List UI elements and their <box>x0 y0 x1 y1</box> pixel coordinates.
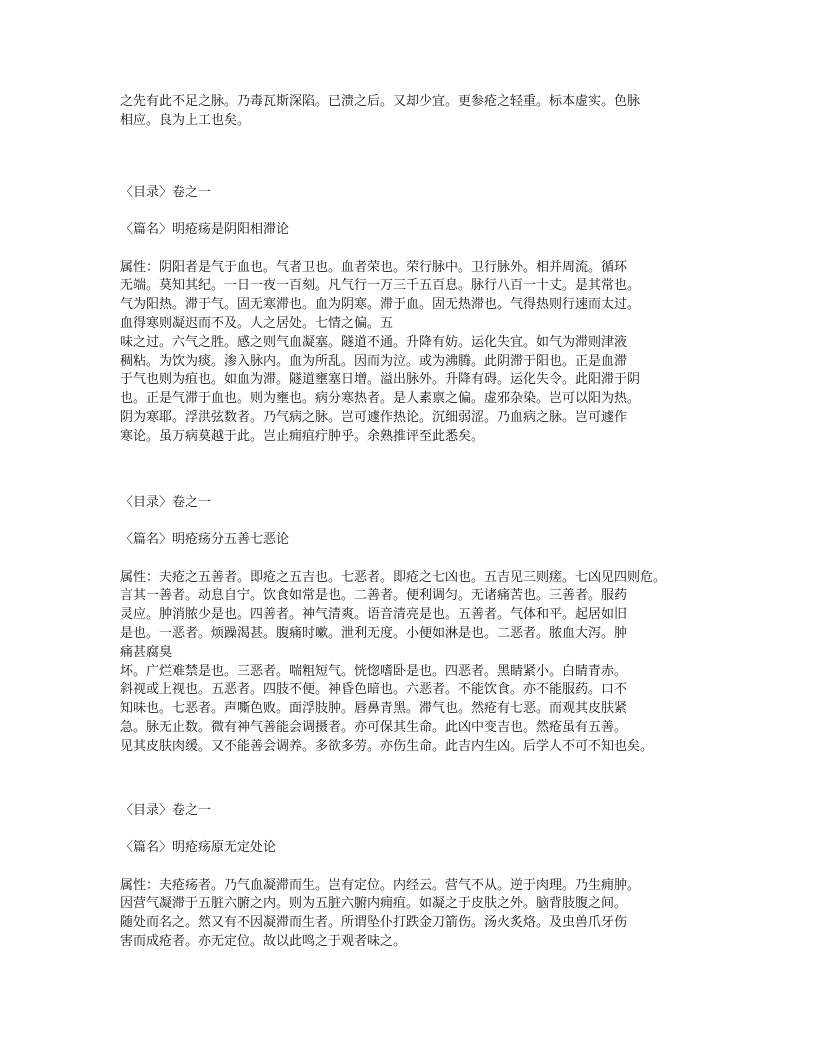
catalog-heading: 〈目录〉卷之一 <box>120 185 212 200</box>
text-line: 味之过。六气之胜。感之则气血凝塞。隧道不通。升降有妨。运化失宜。如气为滞则津液 <box>120 334 628 350</box>
section-body <box>120 259 720 447</box>
text-line: 痛甚腐臭 <box>120 644 173 660</box>
text-line: 急。脉无止数。微有神气善能会调摄者。亦可保其生命。此凶中变吉也。然疮虽有五善。 <box>120 719 628 735</box>
text-line: 相应。良为上工也矣。 <box>120 112 251 128</box>
text-line: 于气也则为疽也。如血为滞。隧道壅塞日增。溢出脉外。升降有碍。运化失令。此阳滞于阴 <box>120 372 641 388</box>
chapter-title: 〈篇名〉明疮疡原无定处论 <box>120 839 277 855</box>
catalog-heading: 〈目录〉卷之一 <box>120 495 212 510</box>
text-line: 见其皮肤肉缓。又不能善会调养。多欲多劳。亦伤生命。此吉内生凶。后学人不可不知也矣。 <box>120 738 654 754</box>
text-line: 言其一善者。动息自宁。饮食如常是也。二善者。便利调匀。无诸痛苦也。三善者。服药 <box>120 588 628 604</box>
text-line: 属性：夫疮疡者。乃气血凝滞而生。岂有定位。内经云。营气不从。逆于肉理。乃生痈肿。 <box>120 877 641 893</box>
text-line: 阴为寒耶。浮洪弦数者。乃气病之脉。岂可遽作热论。沉细弱涩。乃血病之脉。岂可遽作 <box>120 409 628 425</box>
text-line: 无端。莫知其纪。一日一夜一百刻。凡气行一万三千五百息。脉行八百一十丈。是其常也。 <box>120 278 641 294</box>
intro-paragraph <box>120 93 720 131</box>
section-body <box>120 877 720 952</box>
text-line: 随处而名之。然又有不因凝滞而生者。所谓坠仆打跌金刀箭伤。汤火炙烙。及虫兽爪牙伤 <box>120 915 628 931</box>
text-line: 属性：阴阳者是气于血也。气者卫也。血者荣也。荣行脉中。卫行脉外。相并周流。循环 <box>120 259 628 275</box>
text-line: 是也。一恶者。烦躁渴甚。腹痛时嗽。泄利无度。小便如淋是也。二恶者。脓血大泻。肿 <box>120 625 628 641</box>
text-line: 灵应。肿消脓少是也。四善者。神气清爽。语音清亮是也。五善者。气体和平。起居如旧 <box>120 607 628 623</box>
text-line: 属性：夫疮之五善者。即疮之五吉也。七恶者。即疮之七凶也。五吉见三则瘥。七凶见四则危。 <box>120 569 667 585</box>
section-body <box>120 569 720 757</box>
text-line: 知味也。七恶者。声嘶色败。面浮肢肿。唇鼻青黑。滞气也。然疮有七恶。而观其皮肤紧 <box>120 701 628 717</box>
text-line: 气为阳热。滞于气。固无寒滞也。血为阴寒。滞于血。固无热滞也。气得热则行速而太过。 <box>120 297 641 313</box>
text-line: 血得寒则凝迟而不及。人之居处。七情之偏。五 <box>120 315 394 331</box>
catalog-heading: 〈目录〉卷之一 <box>120 803 212 818</box>
text-line: 害而成疮者。亦无定位。故以此鸣之于观者味之。 <box>120 933 407 949</box>
text-line: 之先有此不足之脉。乃毒瓦斯深陷。已溃之后。又却少宜。更参疮之轻重。标本虚实。色脉 <box>120 94 641 109</box>
text-line: 斜视或上视也。五恶者。四肢不便。神昏色暗也。六恶者。不能饮食。亦不能服药。口不 <box>120 682 628 698</box>
section-1 <box>120 184 720 447</box>
text-line: 稠粘。为饮为痰。渗入脉内。血为所乱。因而为泣。或为沸腾。此阴滞于阳也。正是血滞 <box>120 353 628 369</box>
text-line: 寒论。虽万病莫越于此。岂止痈疽疔肿乎。余熟推评至此悉矣。 <box>120 428 485 444</box>
text-line: 也。正是气滞于血也。则为壅也。病分寒热者。是人素禀之偏。虚邪杂染。岂可以阳为热。 <box>120 391 641 407</box>
section-2 <box>120 494 720 757</box>
text-line: 坏。广烂难禁是也。三恶者。喘粗短气。恍惚嗜卧是也。四恶者。黑睛紧小。白睛青赤。 <box>120 663 628 679</box>
chapter-title: 〈篇名〉明疮疡是阴阳相滞论 <box>120 221 290 237</box>
text-line: 因营气凝滞于五脏六腑之内。则为五脏六腑内痈疽。如凝之于皮肤之外。脑背肢腹之间。 <box>120 896 628 912</box>
section-3 <box>120 802 720 952</box>
chapter-title: 〈篇名〉明疮疡分五善七恶论 <box>120 531 290 547</box>
